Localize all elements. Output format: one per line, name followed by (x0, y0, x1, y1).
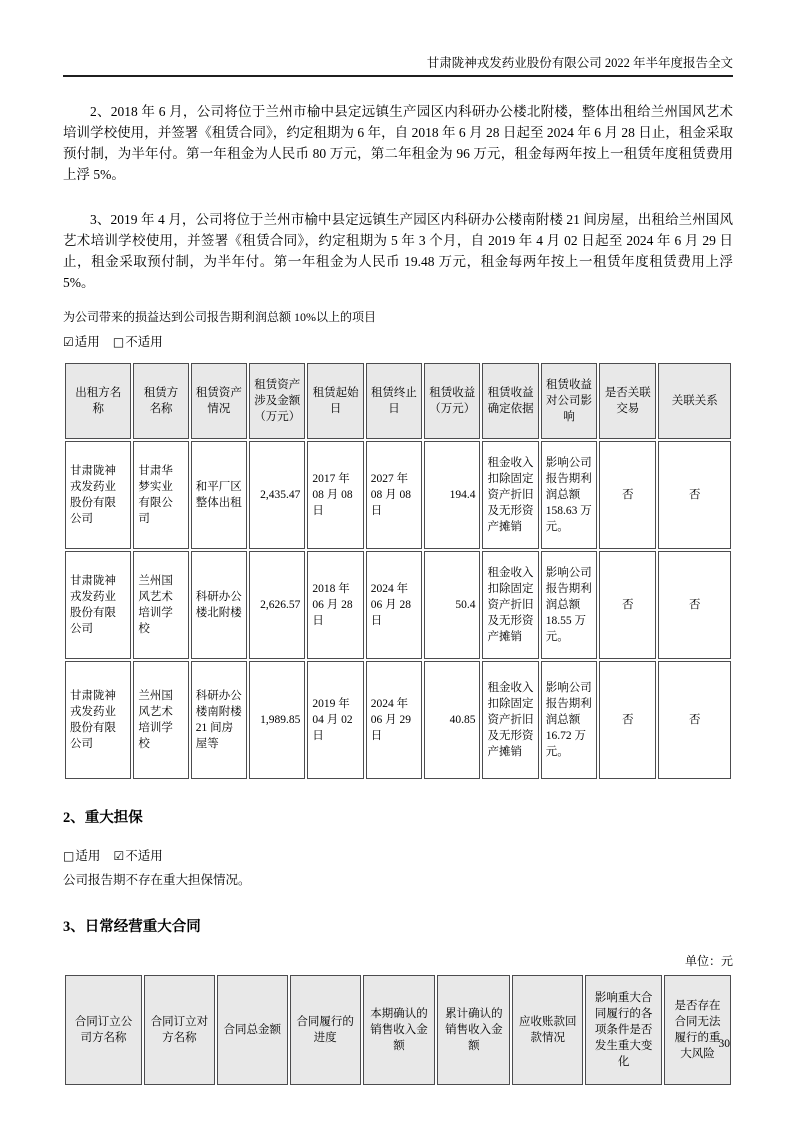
cell-income: 40.85 (424, 661, 480, 779)
header-cell: 本期确认的销售收入金额 (363, 975, 436, 1085)
cell-relationship: 否 (658, 661, 731, 779)
cell-end-date: 2024 年 06 月 28 日 (366, 551, 422, 659)
section-heading-contracts: 3、日常经营重大合同 (63, 919, 201, 935)
header-cell: 是否关联交易 (599, 363, 656, 439)
not-applicable-option (113, 849, 162, 863)
cell-start-date: 2019 年 04 月 02 日 (307, 661, 363, 779)
header-cell: 应收账款回款情况 (512, 975, 583, 1085)
cell-lessor: 甘肃陇神戎发药业股份有限公司 (65, 661, 131, 779)
header-cell: 关联关系 (658, 363, 731, 439)
cell-asset: 和平厂区整体出租 (191, 441, 247, 549)
unit-label: 单位：元 (684, 954, 733, 968)
header-cell: 租赁资产情况 (191, 363, 247, 439)
cell-end-date: 2024 年 06 月 29 日 (366, 661, 422, 779)
table-row (65, 661, 731, 779)
table-row (65, 551, 731, 659)
header-cell: 影响重大合同履行的各项条件是否发生重大变化 (585, 975, 662, 1085)
section-heading-guarantee: 2、重大担保 (63, 810, 143, 826)
cell-impact: 影响公司报告期利润总额 16.72 万元。 (541, 661, 597, 779)
lease-note: 为公司带来的损益达到公司报告期利润总额 10%以上的项目 (63, 310, 376, 324)
applicable-label: 适用 (75, 849, 101, 863)
header-cell: 租赁起始日 (307, 363, 363, 439)
not-applicable-label: 不适用 (125, 335, 163, 349)
applicable-label: 适用 (74, 335, 100, 349)
lease-table-header-row (65, 363, 731, 439)
cell-relationship: 否 (658, 441, 731, 549)
applicable-option (63, 335, 100, 349)
header-cell: 出租方名称 (65, 363, 131, 439)
cell-start-date: 2017 年 08 月 08 日 (307, 441, 363, 549)
lease-table (63, 361, 733, 781)
header-cell: 合同订立对方名称 (144, 975, 215, 1085)
header-cell: 租赁收益对公司影响 (541, 363, 597, 439)
header-cell: 合同总金额 (217, 975, 288, 1085)
checkbox-checked-icon: ☑ (113, 849, 125, 863)
cell-income-basis: 租金收入扣除固定资产折旧及无形资产摊销 (482, 441, 538, 549)
cell-income-basis: 租金收入扣除固定资产折旧及无形资产摊销 (482, 551, 538, 659)
guarantee-statement: 公司报告期不存在重大担保情况。 (63, 873, 251, 887)
contract-table-header-row (65, 975, 731, 1085)
cell-impact: 影响公司报告期利润总额 158.63 万元。 (541, 441, 597, 549)
header-cell: 租赁终止日 (366, 363, 422, 439)
cell-amount: 2,626.57 (249, 551, 305, 659)
cell-lessee: 兰州国风艺术培训学校 (133, 551, 188, 659)
cell-end-date: 2027 年 08 月 08 日 (366, 441, 422, 549)
cell-impact: 影响公司报告期利润总额 18.55 万元。 (541, 551, 597, 659)
cell-amount: 1,989.85 (249, 661, 305, 779)
cell-relationship: 否 (658, 551, 731, 659)
cell-asset: 科研办公楼北附楼 (191, 551, 247, 659)
lease-applicability-row (63, 333, 733, 351)
cell-lessor: 甘肃陇神戎发药业股份有限公司 (65, 441, 131, 549)
applicable-option (63, 849, 100, 863)
cell-lessee: 兰州国风艺术培训学校 (133, 661, 188, 779)
cell-start-date: 2018 年 06 月 28 日 (307, 551, 363, 659)
header-cell: 是否存在合同无法履行的重大风险 (664, 975, 731, 1085)
header-cell: 租赁方名称 (133, 363, 188, 439)
header-cell: 租赁收益（万元） (424, 363, 480, 439)
contract-table (63, 973, 733, 1087)
header-cell: 合同履行的进度 (290, 975, 361, 1085)
header-cell: 累计确认的销售收入金额 (437, 975, 510, 1085)
cell-related-txn: 否 (599, 661, 656, 779)
checkbox-unchecked-icon: □ (63, 849, 75, 863)
cell-income: 50.4 (424, 551, 480, 659)
cell-lessor: 甘肃陇神戎发药业股份有限公司 (65, 551, 131, 659)
cell-lessee: 甘肃华梦实业有限公司 (133, 441, 188, 549)
checkbox-unchecked-icon: □ (112, 335, 125, 349)
checkbox-checked-icon: ☑ (63, 335, 74, 349)
paragraph-lease-3: 3、2019 年 4 月，公司将位于兰州市榆中县定远镇生产园区内科研办公楼南附楼 21 间房屋，出租给兰州国风艺术培训学校使用，并签署《租赁合同》，约定租期为 5 年 3 个月，自 2019 年 4 月 02 日起至 2024 年 6 月 29 日止，租金采取预付制，为半年付。第一年租金为人民币 19.48 万元，租金每两年按上一租赁年度租赁费用上浮 5%。 (63, 212, 733, 290)
cell-amount: 2,435.47 (249, 441, 305, 549)
page-content (63, 0, 733, 1087)
document-header-title: 甘肃陇神戎发药业股份有限公司 2022 年半年度报告全文 (63, 0, 733, 77)
paragraph-lease-2: 2、2018 年 6 月，公司将位于兰州市榆中县定远镇生产园区内科研办公楼北附楼，整体出租给兰州国风艺术培训学校使用，并签署《租赁合同》，约定租期为 6 年，自 2018 年 6 月 28 日起至 2024 年 6 月 28 日止，租金采取预付制，为半年付。第一年租金为人民币 80 万元，第二年租金为 96 万元，租金每两年按上一租赁年度租赁费用上浮 5%。 (63, 104, 733, 182)
table-row (65, 441, 731, 549)
not-applicable-label: 不适用 (125, 849, 163, 863)
header-cell: 租赁资产涉及金额（万元） (249, 363, 305, 439)
cell-related-txn: 否 (599, 441, 656, 549)
cell-asset: 科研办公楼南附楼 21 间房屋等 (191, 661, 247, 779)
not-applicable-option (113, 335, 163, 349)
page-number: 30 (718, 1038, 730, 1050)
cell-income: 194.4 (424, 441, 480, 549)
guarantee-applicability-row (63, 847, 733, 865)
header-cell: 合同订立公司方名称 (65, 975, 142, 1085)
cell-related-txn: 否 (599, 551, 656, 659)
header-cell: 租赁收益确定依据 (482, 363, 538, 439)
cell-income-basis: 租金收入扣除固定资产折旧及无形资产摊销 (482, 661, 538, 779)
